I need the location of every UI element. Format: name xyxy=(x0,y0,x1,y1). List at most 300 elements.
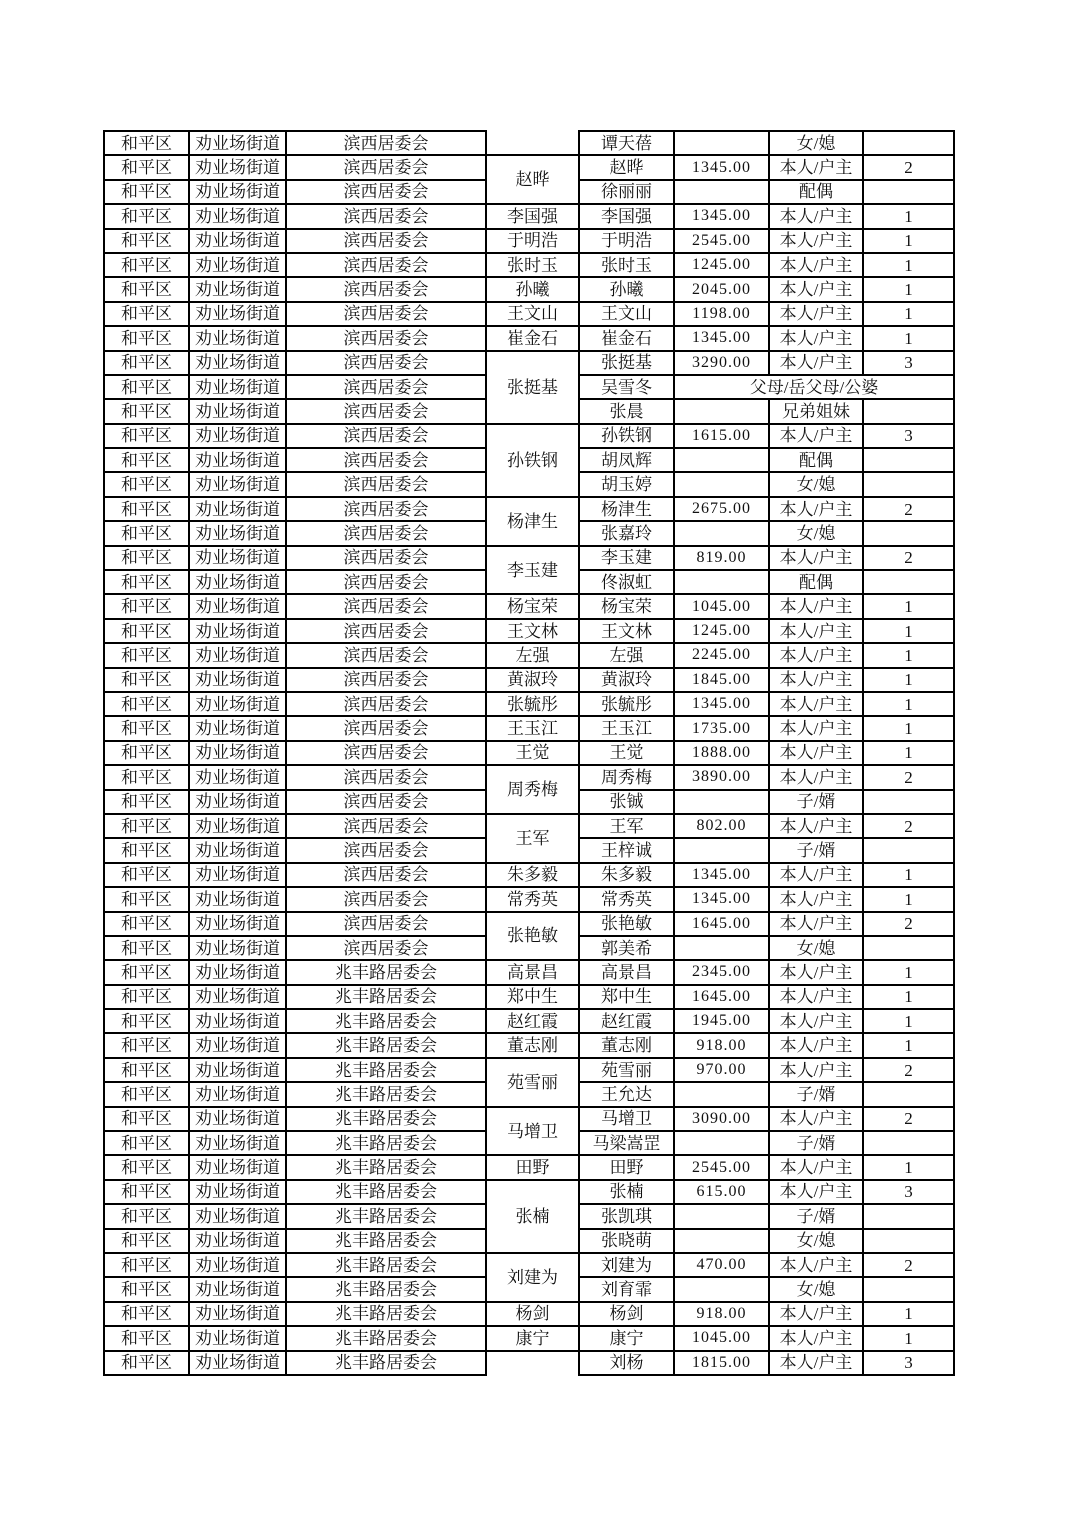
amount-cell: 918.00 xyxy=(674,1033,769,1057)
street-cell: 劝业场街道 xyxy=(189,1107,286,1131)
committee-cell: 兆丰路居委会 xyxy=(286,1326,486,1350)
street-cell: 劝业场街道 xyxy=(189,1180,286,1204)
head-cell: 赵红霞 xyxy=(486,1009,579,1033)
district-cell: 和平区 xyxy=(104,1033,189,1057)
district-cell: 和平区 xyxy=(104,863,189,887)
district-cell: 和平区 xyxy=(104,765,189,789)
count-cell xyxy=(863,180,954,204)
table-row xyxy=(104,497,954,521)
committee-cell: 兆丰路居委会 xyxy=(286,1180,486,1204)
head-cell: 田野 xyxy=(486,1155,579,1179)
street-cell: 劝业场街道 xyxy=(189,521,286,545)
relation-cell: 子/婿 xyxy=(769,1082,863,1106)
table-row xyxy=(104,594,954,618)
member-cell: 刘育霏 xyxy=(579,1277,674,1301)
committee-cell: 兆丰路居委会 xyxy=(286,1033,486,1057)
street-cell: 劝业场街道 xyxy=(189,814,286,838)
district-cell: 和平区 xyxy=(104,1082,189,1106)
amount-cell: 1345.00 xyxy=(674,155,769,179)
table-row xyxy=(104,1107,954,1131)
street-cell: 劝业场街道 xyxy=(189,253,286,277)
amount-cell: 1045.00 xyxy=(674,594,769,618)
amount-cell: 3890.00 xyxy=(674,765,769,789)
count-cell: 1 xyxy=(863,863,954,887)
count-cell: 2 xyxy=(863,1253,954,1277)
count-cell: 2 xyxy=(863,497,954,521)
committee-cell: 兆丰路居委会 xyxy=(286,1229,486,1253)
table-body xyxy=(104,131,954,1375)
head-cell: 马增卫 xyxy=(486,1107,579,1156)
amount-cell: 2245.00 xyxy=(674,643,769,667)
committee-cell: 兆丰路居委会 xyxy=(286,1107,486,1131)
member-cell: 张嘉玲 xyxy=(579,521,674,545)
amount-cell xyxy=(674,399,769,423)
street-cell: 劝业场街道 xyxy=(189,1009,286,1033)
committee-cell: 滨西居委会 xyxy=(286,716,486,740)
committee-cell: 滨西居委会 xyxy=(286,521,486,545)
relation-cell: 本人/户主 xyxy=(769,594,863,618)
district-cell: 和平区 xyxy=(104,424,189,448)
member-cell: 吴雪冬 xyxy=(579,375,674,399)
table-row xyxy=(104,960,954,984)
relation-cell: 本人/户主 xyxy=(769,985,863,1009)
relation-cell: 本人/户主 xyxy=(769,814,863,838)
committee-cell: 滨西居委会 xyxy=(286,155,486,179)
district-cell: 和平区 xyxy=(104,741,189,765)
count-cell: 1 xyxy=(863,741,954,765)
member-cell: 张时玉 xyxy=(579,253,674,277)
committee-cell: 兆丰路居委会 xyxy=(286,985,486,1009)
committee-cell: 滨西居委会 xyxy=(286,741,486,765)
member-cell: 苑雪丽 xyxy=(579,1058,674,1082)
relation-cell: 本人/户主 xyxy=(769,692,863,716)
head-cell: 王觉 xyxy=(486,741,579,765)
committee-cell: 滨西居委会 xyxy=(286,351,486,375)
count-cell: 1 xyxy=(863,229,954,253)
member-cell: 张晓萌 xyxy=(579,1229,674,1253)
member-cell: 王允达 xyxy=(579,1082,674,1106)
amount-cell xyxy=(674,180,769,204)
committee-cell: 滨西居委会 xyxy=(286,765,486,789)
committee-cell: 滨西居委会 xyxy=(286,302,486,326)
count-cell xyxy=(863,521,954,545)
committee-cell: 兆丰路居委会 xyxy=(286,1253,486,1277)
committee-cell: 滨西居委会 xyxy=(286,643,486,667)
amount-cell xyxy=(674,472,769,496)
street-cell: 劝业场街道 xyxy=(189,1326,286,1350)
street-cell: 劝业场街道 xyxy=(189,472,286,496)
relation-cell: 本人/户主 xyxy=(769,204,863,228)
district-cell: 和平区 xyxy=(104,570,189,594)
member-cell: 马增卫 xyxy=(579,1107,674,1131)
table-row xyxy=(104,253,954,277)
street-cell: 劝业场街道 xyxy=(189,619,286,643)
district-cell: 和平区 xyxy=(104,326,189,350)
district-cell: 和平区 xyxy=(104,1009,189,1033)
district-cell: 和平区 xyxy=(104,1058,189,1082)
amount-cell: 1045.00 xyxy=(674,1326,769,1350)
committee-cell: 滨西居委会 xyxy=(286,180,486,204)
district-cell: 和平区 xyxy=(104,814,189,838)
relation-cell: 女/媳 xyxy=(769,131,863,155)
relation-cell: 本人/户主 xyxy=(769,1107,863,1131)
amount-cell: 1845.00 xyxy=(674,668,769,692)
member-cell: 王玉江 xyxy=(579,716,674,740)
district-cell: 和平区 xyxy=(104,351,189,375)
committee-cell: 兆丰路居委会 xyxy=(286,1302,486,1326)
committee-cell: 滨西居委会 xyxy=(286,253,486,277)
district-cell: 和平区 xyxy=(104,936,189,960)
amount-cell: 918.00 xyxy=(674,1302,769,1326)
member-cell: 于明浩 xyxy=(579,229,674,253)
relation-cell: 本人/户主 xyxy=(769,351,863,375)
member-cell: 王梓诚 xyxy=(579,838,674,862)
member-cell: 王军 xyxy=(579,814,674,838)
committee-cell: 兆丰路居委会 xyxy=(286,1351,486,1375)
count-cell xyxy=(863,1131,954,1155)
street-cell: 劝业场街道 xyxy=(189,1302,286,1326)
relation-cell: 本人/户主 xyxy=(769,497,863,521)
relation-cell: 本人/户主 xyxy=(769,765,863,789)
amount-cell: 1615.00 xyxy=(674,424,769,448)
street-cell: 劝业场街道 xyxy=(189,302,286,326)
committee-cell: 滨西居委会 xyxy=(286,570,486,594)
committee-cell: 兆丰路居委会 xyxy=(286,1155,486,1179)
street-cell: 劝业场街道 xyxy=(189,1253,286,1277)
table-row xyxy=(104,668,954,692)
relation-cell: 本人/户主 xyxy=(769,1351,863,1375)
committee-cell: 滨西居委会 xyxy=(286,838,486,862)
street-cell: 劝业场街道 xyxy=(189,131,286,155)
member-cell: 孙曦 xyxy=(579,277,674,301)
relation-cell: 本人/户主 xyxy=(769,277,863,301)
street-cell: 劝业场街道 xyxy=(189,1351,286,1375)
street-cell: 劝业场街道 xyxy=(189,692,286,716)
street-cell: 劝业场街道 xyxy=(189,229,286,253)
table-row xyxy=(104,546,954,570)
street-cell: 劝业场街道 xyxy=(189,1033,286,1057)
head-cell: 张时玉 xyxy=(486,253,579,277)
table-row xyxy=(104,1180,954,1204)
street-cell: 劝业场街道 xyxy=(189,375,286,399)
table-row xyxy=(104,1351,954,1375)
table-row xyxy=(104,887,954,911)
amount-cell xyxy=(674,131,769,155)
count-cell: 1 xyxy=(863,1302,954,1326)
committee-cell: 滨西居委会 xyxy=(286,594,486,618)
street-cell: 劝业场街道 xyxy=(189,936,286,960)
district-cell: 和平区 xyxy=(104,472,189,496)
committee-cell: 滨西居委会 xyxy=(286,131,486,155)
amount-cell xyxy=(674,570,769,594)
amount-cell xyxy=(674,1277,769,1301)
amount-cell: 1345.00 xyxy=(674,204,769,228)
street-cell: 劝业场街道 xyxy=(189,546,286,570)
table-row xyxy=(104,765,954,789)
count-cell: 1 xyxy=(863,1033,954,1057)
head-cell xyxy=(486,131,579,155)
district-cell: 和平区 xyxy=(104,521,189,545)
relation-cell: 女/媳 xyxy=(769,1229,863,1253)
table-row xyxy=(104,643,954,667)
district-cell: 和平区 xyxy=(104,399,189,423)
count-cell: 1 xyxy=(863,1155,954,1179)
amount-cell: 802.00 xyxy=(674,814,769,838)
member-cell: 朱多毅 xyxy=(579,863,674,887)
street-cell: 劝业场街道 xyxy=(189,497,286,521)
committee-cell: 滨西居委会 xyxy=(286,936,486,960)
street-cell: 劝业场街道 xyxy=(189,668,286,692)
head-cell: 张毓彤 xyxy=(486,692,579,716)
member-cell: 康宁 xyxy=(579,1326,674,1350)
relation-cell: 本人/户主 xyxy=(769,253,863,277)
count-cell: 1 xyxy=(863,326,954,350)
district-cell: 和平区 xyxy=(104,619,189,643)
amount-cell: 1245.00 xyxy=(674,619,769,643)
amount-cell: 2045.00 xyxy=(674,277,769,301)
district-cell: 和平区 xyxy=(104,155,189,179)
head-cell: 王军 xyxy=(486,814,579,863)
table-row xyxy=(104,1033,954,1057)
street-cell: 劝业场街道 xyxy=(189,155,286,179)
district-cell: 和平区 xyxy=(104,594,189,618)
relation-cell: 女/媳 xyxy=(769,936,863,960)
district-cell: 和平区 xyxy=(104,131,189,155)
head-cell: 杨津生 xyxy=(486,497,579,546)
district-cell: 和平区 xyxy=(104,1326,189,1350)
count-cell: 2 xyxy=(863,155,954,179)
committee-cell: 滨西居委会 xyxy=(286,863,486,887)
street-cell: 劝业场街道 xyxy=(189,985,286,1009)
amount-cell: 1245.00 xyxy=(674,253,769,277)
count-cell xyxy=(863,1204,954,1228)
street-cell: 劝业场街道 xyxy=(189,1204,286,1228)
committee-cell: 滨西居委会 xyxy=(286,887,486,911)
street-cell: 劝业场街道 xyxy=(189,204,286,228)
amount-cell xyxy=(674,521,769,545)
relation-cell: 女/媳 xyxy=(769,1277,863,1301)
count-cell: 1 xyxy=(863,594,954,618)
member-cell: 刘杨 xyxy=(579,1351,674,1375)
relation-cell: 本人/户主 xyxy=(769,960,863,984)
district-cell: 和平区 xyxy=(104,716,189,740)
count-cell xyxy=(863,448,954,472)
count-cell: 1 xyxy=(863,204,954,228)
relation-cell: 配偶 xyxy=(769,448,863,472)
relation-cell: 本人/户主 xyxy=(769,1155,863,1179)
count-cell xyxy=(863,472,954,496)
relation-cell: 父母/岳父母/公婆 xyxy=(674,375,954,399)
street-cell: 劝业场街道 xyxy=(189,277,286,301)
member-cell: 杨宝荣 xyxy=(579,594,674,618)
table-row xyxy=(104,1155,954,1179)
street-cell: 劝业场街道 xyxy=(189,1229,286,1253)
relation-cell: 本人/户主 xyxy=(769,302,863,326)
table-row xyxy=(104,912,954,936)
district-cell: 和平区 xyxy=(104,229,189,253)
table-row xyxy=(104,619,954,643)
district-cell: 和平区 xyxy=(104,448,189,472)
member-cell: 徐丽丽 xyxy=(579,180,674,204)
member-cell: 佟淑虹 xyxy=(579,570,674,594)
street-cell: 劝业场街道 xyxy=(189,1058,286,1082)
table-row xyxy=(104,326,954,350)
member-cell: 胡凤辉 xyxy=(579,448,674,472)
head-cell: 张挺基 xyxy=(486,351,579,424)
member-cell: 郭美希 xyxy=(579,936,674,960)
committee-cell: 滨西居委会 xyxy=(286,497,486,521)
head-cell: 崔金石 xyxy=(486,326,579,350)
count-cell: 2 xyxy=(863,765,954,789)
relation-cell: 本人/户主 xyxy=(769,1033,863,1057)
relation-cell: 兄弟姐妹 xyxy=(769,399,863,423)
committee-cell: 滨西居委会 xyxy=(286,424,486,448)
count-cell: 3 xyxy=(863,424,954,448)
district-cell: 和平区 xyxy=(104,668,189,692)
count-cell: 1 xyxy=(863,619,954,643)
relation-cell: 子/婿 xyxy=(769,1131,863,1155)
table-row xyxy=(104,351,954,375)
member-cell: 杨剑 xyxy=(579,1302,674,1326)
head-cell: 孙曦 xyxy=(486,277,579,301)
district-cell: 和平区 xyxy=(104,643,189,667)
street-cell: 劝业场街道 xyxy=(189,1131,286,1155)
committee-cell: 滨西居委会 xyxy=(286,546,486,570)
district-cell: 和平区 xyxy=(104,838,189,862)
count-cell xyxy=(863,131,954,155)
member-cell: 李玉建 xyxy=(579,546,674,570)
amount-cell: 1888.00 xyxy=(674,741,769,765)
committee-cell: 兆丰路居委会 xyxy=(286,1082,486,1106)
street-cell: 劝业场街道 xyxy=(189,912,286,936)
count-cell: 1 xyxy=(863,692,954,716)
amount-cell: 2345.00 xyxy=(674,960,769,984)
member-cell: 王文林 xyxy=(579,619,674,643)
amount-cell: 3090.00 xyxy=(674,1107,769,1131)
amount-cell: 1345.00 xyxy=(674,326,769,350)
table-row xyxy=(104,1253,954,1277)
head-cell: 张楠 xyxy=(486,1180,579,1253)
head-cell: 王文林 xyxy=(486,619,579,643)
head-cell: 朱多毅 xyxy=(486,863,579,887)
member-cell: 左强 xyxy=(579,643,674,667)
member-cell: 马梁嵩罡 xyxy=(579,1131,674,1155)
member-cell: 黄淑玲 xyxy=(579,668,674,692)
member-cell: 张凯琪 xyxy=(579,1204,674,1228)
committee-cell: 滨西居委会 xyxy=(286,668,486,692)
committee-cell: 滨西居委会 xyxy=(286,204,486,228)
street-cell: 劝业场街道 xyxy=(189,448,286,472)
member-cell: 王文山 xyxy=(579,302,674,326)
committee-cell: 兆丰路居委会 xyxy=(286,1131,486,1155)
district-cell: 和平区 xyxy=(104,1131,189,1155)
street-cell: 劝业场街道 xyxy=(189,424,286,448)
resident-subsidy-table xyxy=(103,130,955,1376)
head-cell xyxy=(486,1351,579,1375)
committee-cell: 滨西居委会 xyxy=(286,375,486,399)
district-cell: 和平区 xyxy=(104,1155,189,1179)
relation-cell: 本人/户主 xyxy=(769,668,863,692)
member-cell: 董志刚 xyxy=(579,1033,674,1057)
amount-cell: 970.00 xyxy=(674,1058,769,1082)
district-cell: 和平区 xyxy=(104,790,189,814)
head-cell: 赵晔 xyxy=(486,155,579,204)
relation-cell: 配偶 xyxy=(769,180,863,204)
district-cell: 和平区 xyxy=(104,1253,189,1277)
table-row xyxy=(104,985,954,1009)
head-cell: 康宁 xyxy=(486,1326,579,1350)
member-cell: 赵晔 xyxy=(579,155,674,179)
district-cell: 和平区 xyxy=(104,985,189,1009)
committee-cell: 滨西居委会 xyxy=(286,619,486,643)
committee-cell: 滨西居委会 xyxy=(286,472,486,496)
amount-cell: 1815.00 xyxy=(674,1351,769,1375)
district-cell: 和平区 xyxy=(104,912,189,936)
amount-cell: 819.00 xyxy=(674,546,769,570)
amount-cell: 1345.00 xyxy=(674,887,769,911)
amount-cell: 1198.00 xyxy=(674,302,769,326)
relation-cell: 本人/户主 xyxy=(769,619,863,643)
relation-cell: 女/媳 xyxy=(769,521,863,545)
count-cell xyxy=(863,936,954,960)
count-cell xyxy=(863,1277,954,1301)
relation-cell: 本人/户主 xyxy=(769,863,863,887)
relation-cell: 本人/户主 xyxy=(769,229,863,253)
table-row xyxy=(104,204,954,228)
count-cell: 1 xyxy=(863,887,954,911)
member-cell: 高景昌 xyxy=(579,960,674,984)
relation-cell: 本人/户主 xyxy=(769,326,863,350)
amount-cell: 1945.00 xyxy=(674,1009,769,1033)
relation-cell: 女/媳 xyxy=(769,472,863,496)
head-cell: 杨剑 xyxy=(486,1302,579,1326)
relation-cell: 本人/户主 xyxy=(769,546,863,570)
member-cell: 周秀梅 xyxy=(579,765,674,789)
district-cell: 和平区 xyxy=(104,1302,189,1326)
table-row xyxy=(104,277,954,301)
relation-cell: 本人/户主 xyxy=(769,1009,863,1033)
committee-cell: 滨西居委会 xyxy=(286,692,486,716)
table-row xyxy=(104,1326,954,1350)
committee-cell: 兆丰路居委会 xyxy=(286,1204,486,1228)
relation-cell: 本人/户主 xyxy=(769,424,863,448)
member-cell: 李国强 xyxy=(579,204,674,228)
district-cell: 和平区 xyxy=(104,1277,189,1301)
member-cell: 张艳敏 xyxy=(579,912,674,936)
member-cell: 崔金石 xyxy=(579,326,674,350)
count-cell: 1 xyxy=(863,716,954,740)
table-row xyxy=(104,229,954,253)
relation-cell: 子/婿 xyxy=(769,1204,863,1228)
relation-cell: 子/婿 xyxy=(769,838,863,862)
count-cell: 1 xyxy=(863,253,954,277)
committee-cell: 滨西居委会 xyxy=(286,814,486,838)
committee-cell: 兆丰路居委会 xyxy=(286,1277,486,1301)
amount-cell: 1645.00 xyxy=(674,985,769,1009)
member-cell: 赵红霞 xyxy=(579,1009,674,1033)
district-cell: 和平区 xyxy=(104,692,189,716)
head-cell: 李国强 xyxy=(486,204,579,228)
member-cell: 常秀英 xyxy=(579,887,674,911)
street-cell: 劝业场街道 xyxy=(189,838,286,862)
count-cell xyxy=(863,570,954,594)
count-cell: 1 xyxy=(863,960,954,984)
amount-cell: 1645.00 xyxy=(674,912,769,936)
head-cell: 周秀梅 xyxy=(486,765,579,814)
count-cell: 1 xyxy=(863,302,954,326)
amount-cell xyxy=(674,1204,769,1228)
count-cell: 2 xyxy=(863,912,954,936)
